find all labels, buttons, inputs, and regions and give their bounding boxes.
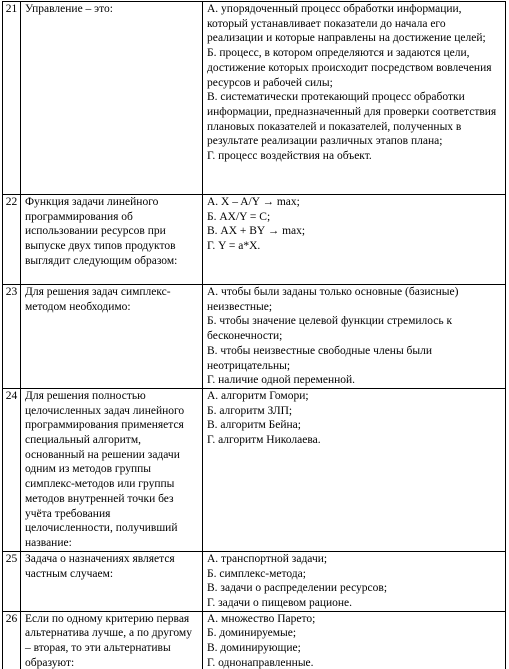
question-text: Для решения полностью целочисленных задач линейного программирования применяется специальный алгоритм, основанный на решении задачи одним из методов группы симплекс-методов или группы методов внутренней точки без учёта требования целочисленности, получивший название: <box>21 388 203 551</box>
question-text: Для решения задач симплекс-методом необходимо: <box>21 285 203 389</box>
table-row <box>3 611 506 669</box>
answer-options <box>203 285 506 389</box>
answer-option-b: Б. AX/Y = C; <box>207 210 271 223</box>
answer-option-c: В. доминирующие; <box>207 642 301 655</box>
answer-option-b: Б. доминируемые; <box>207 627 297 640</box>
question-number: 23 <box>3 285 21 389</box>
answer-options <box>203 2 506 195</box>
answer-option-d: Г. наличие одной переменной. <box>207 374 356 387</box>
answer-option-a: А. алгоритм Гомори; <box>207 389 309 402</box>
answer-option-a: А. множество Парето; <box>207 612 316 625</box>
answer-options <box>203 195 506 285</box>
answer-option-c: В. алгоритм Бейна; <box>207 419 301 432</box>
questions-table <box>2 1 506 669</box>
answer-option-d: Г. алгоритм Николаева. <box>207 434 321 447</box>
question-text: Если по одному критерию первая альтернатива лучше, а по другому – вторая, то эти альтернативы образуют: <box>21 611 203 669</box>
question-number: 22 <box>3 195 21 285</box>
question-text: Функция задачи линейного программирования об использовании ресурсов при выпуске двух типов продуктов выглядит следующим образом: <box>21 195 203 285</box>
answer-options <box>203 551 506 611</box>
question-number: 25 <box>3 551 21 611</box>
answer-options <box>203 388 506 551</box>
answer-option-a: А. X – A/Y → max; <box>207 196 300 208</box>
table-row <box>3 195 506 285</box>
questions-table-body <box>3 2 506 669</box>
answer-option-a: А. упорядоченный процесс обработки информации, который устанавливает показатели до начала его реализации и которые направлены на достижение целей; <box>207 3 486 45</box>
answer-option-d: Г. процесс воздействия на объект. <box>207 150 372 163</box>
answer-option-a: А. транспортной задачи; <box>207 552 328 565</box>
question-number: 24 <box>3 388 21 551</box>
table-row <box>3 551 506 611</box>
question-text: Задача о назначениях является частным случаем: <box>21 551 203 611</box>
question-text: Управление – это: <box>21 2 203 195</box>
answer-option-c: В. задачи о распределении ресурсов; <box>207 582 388 595</box>
answer-option-c: В. систематически протекающий процесс обработки информации, предназначенный для проверки соответствия плановых показателей и показателей, полученных в результате реализации различных этапов плана; <box>207 91 497 148</box>
answer-option-c: В. AX + BY → max; <box>207 225 306 238</box>
answer-option-b: Б. симплекс-метода; <box>207 567 306 580</box>
question-number: 21 <box>3 2 21 195</box>
answer-option-a: А. чтобы были заданы только основные (базисные) неизвестные; <box>207 286 459 313</box>
answer-option-b: Б. процесс, в котором определяются и задаются цели, достижение которых происходит посредством вовлечения ресурсов и рабочей силы; <box>207 47 492 89</box>
answer-option-d: Г. задачи о пищевом рационе. <box>207 597 353 610</box>
table-row <box>3 285 506 389</box>
question-number: 26 <box>3 611 21 669</box>
answer-option-b: Б. чтобы значение целевой функции стремилось к бесконечности; <box>207 315 453 343</box>
table-row <box>3 2 506 195</box>
answer-option-d: Г. однонаправленные. <box>207 656 314 669</box>
answer-option-c: В. чтобы неизвестные свободные члены были неотрицательны; <box>207 344 433 372</box>
table-row <box>3 388 506 551</box>
answer-options <box>203 611 506 669</box>
answer-option-b: Б. алгоритм ЗЛП; <box>207 404 293 417</box>
answer-option-d: Г. Y = a*X. <box>207 240 261 253</box>
